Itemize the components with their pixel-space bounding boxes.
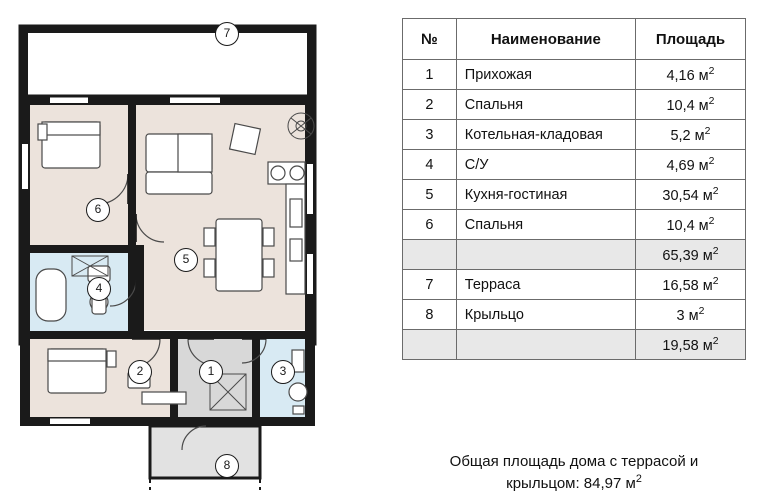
cell-number: 8 [403, 300, 457, 330]
cell-name [456, 240, 635, 270]
table-row [403, 270, 746, 300]
table-row [403, 300, 746, 330]
cell-name: Терраса [456, 270, 635, 300]
room-marker-7: 7 [215, 22, 239, 46]
area-unit: 2 [712, 245, 719, 257]
cell-name: Кухня-гостиная [456, 180, 635, 210]
cell-number: 6 [403, 210, 457, 240]
table-row [403, 90, 746, 120]
area-value: 10,4 м [666, 97, 709, 114]
table-row [403, 150, 746, 180]
total-area-note [402, 452, 746, 495]
total-area-unit: 2 [635, 473, 642, 486]
area-unit: 2 [712, 335, 719, 347]
area-value: 65,39 м [662, 247, 713, 264]
cell-name: Котельная-кладовая [456, 120, 635, 150]
area-table [402, 18, 746, 360]
room-marker-6: 6 [86, 198, 110, 222]
cell-number: 2 [403, 90, 457, 120]
cell-area [635, 270, 745, 300]
table-row [403, 210, 746, 240]
cell-name: Крыльцо [456, 300, 635, 330]
area-unit: 2 [708, 155, 715, 167]
area-value: 5,2 м [670, 127, 705, 144]
cell-number [403, 240, 457, 270]
header-area: Площадь [635, 19, 745, 60]
room-marker-8: 8 [215, 454, 239, 478]
porch-area [150, 426, 260, 490]
cell-number [403, 330, 457, 360]
cell-area [635, 330, 745, 360]
room-marker-4: 4 [87, 277, 111, 301]
cell-name: Прихожая [456, 60, 635, 90]
bed-furniture [38, 122, 100, 168]
area-value: 16,58 м [662, 277, 713, 294]
table-subtotal-row [403, 330, 746, 360]
room-marker-3: 3 [271, 360, 295, 384]
total-area-line2: крыльцом: 84,97 м [506, 475, 636, 493]
terrace-area [20, 26, 315, 96]
cell-name [456, 330, 635, 360]
area-value: 4,16 м [666, 67, 709, 84]
cell-area [635, 240, 745, 270]
area-unit: 2 [708, 215, 715, 227]
cell-area [635, 60, 745, 90]
cell-area [635, 150, 745, 180]
cell-area [635, 180, 745, 210]
room-marker-1: 1 [199, 360, 223, 384]
total-area-line1: Общая площадь дома с террасой и [449, 453, 699, 470]
room-marker-5: 5 [174, 248, 198, 272]
cell-number: 1 [403, 60, 457, 90]
table-row [403, 60, 746, 90]
area-value: 4,69 м [666, 157, 709, 174]
cell-name: С/У [456, 150, 635, 180]
area-unit: 2 [708, 65, 715, 77]
cell-area [635, 300, 745, 330]
area-value: 30,54 м [662, 187, 713, 204]
header-number: № [403, 19, 457, 60]
table-row [403, 120, 746, 150]
cell-number: 3 [403, 120, 457, 150]
table-row [403, 180, 746, 210]
area-value: 3 м [676, 307, 699, 324]
cell-area [635, 210, 745, 240]
floor-plan [10, 14, 340, 494]
cell-area [635, 90, 745, 120]
area-value: 10,4 м [666, 217, 709, 234]
cell-number: 5 [403, 180, 457, 210]
cell-number: 4 [403, 150, 457, 180]
table-header-row [403, 19, 746, 60]
header-name: Наименование [456, 19, 635, 60]
area-unit: 2 [712, 275, 719, 287]
area-table-wrapper [402, 18, 746, 360]
table-subtotal-row [403, 240, 746, 270]
area-unit: 2 [712, 185, 719, 197]
cell-name: Спальня [456, 90, 635, 120]
cell-area [635, 120, 745, 150]
room-marker-2: 2 [128, 360, 152, 384]
area-unit: 2 [704, 125, 711, 137]
area-unit: 2 [708, 95, 715, 107]
cell-name: Спальня [456, 210, 635, 240]
area-value: 19,58 м [662, 337, 713, 354]
cell-number: 7 [403, 270, 457, 300]
area-unit: 2 [698, 305, 705, 317]
